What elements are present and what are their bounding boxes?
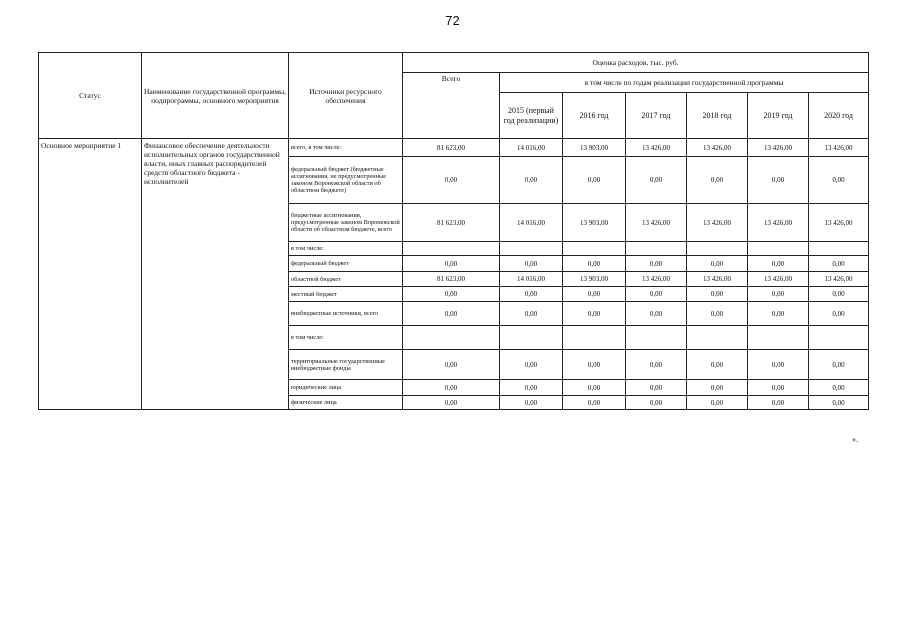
value-cell: 0,00	[748, 287, 809, 302]
value-cell: 0,00	[500, 287, 563, 302]
value-cell: 0,00	[563, 157, 626, 204]
value-cell: 0,00	[809, 396, 869, 410]
value-cell: 0,00	[500, 350, 563, 380]
value-cell: 0,00	[626, 350, 687, 380]
value-cell: 14 016,00	[500, 204, 563, 242]
value-cell: 0,00	[687, 157, 748, 204]
value-cell	[809, 242, 869, 256]
value-cell: 0,00	[403, 350, 500, 380]
value-cell: 81 623,00	[403, 139, 500, 157]
program-name-cell: Финансовое обеспечение деятельности исполнительных органов государственной власти, иных главных распорядителей средств областного бюджета - исполнителей	[142, 139, 289, 410]
value-cell: 81 623,00	[403, 204, 500, 242]
value-cell: 0,00	[500, 380, 563, 396]
value-cell: 0,00	[809, 256, 869, 272]
value-cell	[500, 242, 563, 256]
value-cell	[500, 326, 563, 350]
value-cell: 0,00	[500, 256, 563, 272]
value-cell: 13 903,00	[563, 204, 626, 242]
header-estimate: Оценка расходов, тыс. руб.	[403, 53, 869, 73]
value-cell	[809, 326, 869, 350]
value-cell: 13 426,00	[626, 204, 687, 242]
page-number: 72	[445, 13, 460, 28]
value-cell	[403, 326, 500, 350]
value-cell: 81 623,00	[403, 272, 500, 287]
source-cell: федеральный бюджет	[289, 256, 403, 272]
source-cell: в том числе:	[289, 242, 403, 256]
value-cell: 0,00	[748, 380, 809, 396]
header-sources: Источники ресурсного обеспечения	[289, 53, 403, 139]
value-cell: 13 426,00	[748, 204, 809, 242]
value-cell	[626, 326, 687, 350]
source-cell: областной бюджет	[289, 272, 403, 287]
source-cell: всего, в том числе:	[289, 139, 403, 157]
source-cell: внебюджетные источники, всего	[289, 302, 403, 326]
value-cell: 0,00	[748, 396, 809, 410]
header-year-2018: 2018 год	[687, 93, 748, 139]
value-cell: 0,00	[500, 302, 563, 326]
value-cell: 0,00	[748, 302, 809, 326]
budget-table	[38, 52, 869, 410]
value-cell: 13 426,00	[748, 272, 809, 287]
source-cell: территориальные государственные внебюджетные фонды	[289, 350, 403, 380]
value-cell: 0,00	[500, 157, 563, 204]
header-year-2020: 2020 год	[809, 93, 869, 139]
value-cell	[563, 326, 626, 350]
value-cell: 0,00	[563, 396, 626, 410]
value-cell: 14 016,00	[500, 272, 563, 287]
value-cell: 0,00	[626, 287, 687, 302]
value-cell: 0,00	[748, 256, 809, 272]
value-cell: 13 426,00	[748, 139, 809, 157]
header-by-years: в том числе по годам реализации государственной программы	[500, 73, 869, 93]
value-cell: 0,00	[687, 256, 748, 272]
value-cell: 0,00	[687, 287, 748, 302]
value-cell: 0,00	[563, 287, 626, 302]
table-row	[39, 139, 869, 157]
value-cell: 0,00	[500, 396, 563, 410]
value-cell: 0,00	[809, 302, 869, 326]
value-cell: 13 426,00	[626, 139, 687, 157]
value-cell: 13 903,00	[563, 139, 626, 157]
value-cell: 0,00	[563, 302, 626, 326]
value-cell: 0,00	[563, 380, 626, 396]
value-cell: 0,00	[748, 157, 809, 204]
value-cell: 0,00	[626, 396, 687, 410]
value-cell	[403, 242, 500, 256]
value-cell: 0,00	[809, 350, 869, 380]
source-cell: физические лица	[289, 396, 403, 410]
source-cell: юридические лица	[289, 380, 403, 396]
header-program-name: Наименование государственной программы, подпрограммы, основного мероприятия	[142, 53, 289, 139]
value-cell: 0,00	[687, 396, 748, 410]
value-cell: 0,00	[563, 350, 626, 380]
header-status: Статус	[39, 53, 142, 139]
value-cell: 0,00	[748, 350, 809, 380]
value-cell: 0,00	[403, 396, 500, 410]
source-cell: бюджетные ассигнования, предусмотренные законом Воронежской области об областном бюджете, всего	[289, 204, 403, 242]
source-cell: в том числе:	[289, 326, 403, 350]
header-total: Всего	[403, 73, 500, 139]
value-cell: 0,00	[626, 256, 687, 272]
value-cell: 0,00	[403, 256, 500, 272]
value-cell: 0,00	[403, 302, 500, 326]
value-cell: 0,00	[626, 380, 687, 396]
header-year-2019: 2019 год	[748, 93, 809, 139]
value-cell: 14 016,00	[500, 139, 563, 157]
table-body	[39, 139, 869, 410]
value-cell: 0,00	[403, 287, 500, 302]
value-cell	[563, 242, 626, 256]
source-cell: федеральный бюджет (бюджетные ассигнования, не предусмотренные законом Воронежской области об областном бюджете)	[289, 157, 403, 204]
value-cell: 13 426,00	[687, 204, 748, 242]
source-cell: местный бюджет	[289, 287, 403, 302]
value-cell: 13 426,00	[687, 139, 748, 157]
value-cell: 13 426,00	[809, 204, 869, 242]
table-header	[39, 53, 869, 139]
value-cell: 0,00	[403, 380, 500, 396]
value-cell: 0,00	[687, 380, 748, 396]
value-cell	[687, 326, 748, 350]
value-cell: 0,00	[626, 157, 687, 204]
value-cell: 0,00	[809, 287, 869, 302]
value-cell: 0,00	[809, 380, 869, 396]
value-cell: 0,00	[809, 157, 869, 204]
value-cell	[748, 242, 809, 256]
closing-quote: ».	[852, 435, 858, 444]
value-cell: 0,00	[687, 302, 748, 326]
value-cell	[687, 242, 748, 256]
value-cell: 0,00	[563, 256, 626, 272]
value-cell	[626, 242, 687, 256]
value-cell: 13 426,00	[626, 272, 687, 287]
value-cell: 13 426,00	[687, 272, 748, 287]
value-cell: 0,00	[687, 350, 748, 380]
value-cell	[748, 326, 809, 350]
value-cell: 0,00	[626, 302, 687, 326]
header-year-2017: 2017 год	[626, 93, 687, 139]
value-cell: 13 426,00	[809, 139, 869, 157]
value-cell: 13 903,00	[563, 272, 626, 287]
value-cell: 0,00	[403, 157, 500, 204]
value-cell: 13 426,00	[809, 272, 869, 287]
header-year-2016: 2016 год	[563, 93, 626, 139]
header-year-2015: 2015 (первый год реализации)	[500, 93, 563, 139]
status-cell: Основное мероприятие 1	[39, 139, 142, 410]
